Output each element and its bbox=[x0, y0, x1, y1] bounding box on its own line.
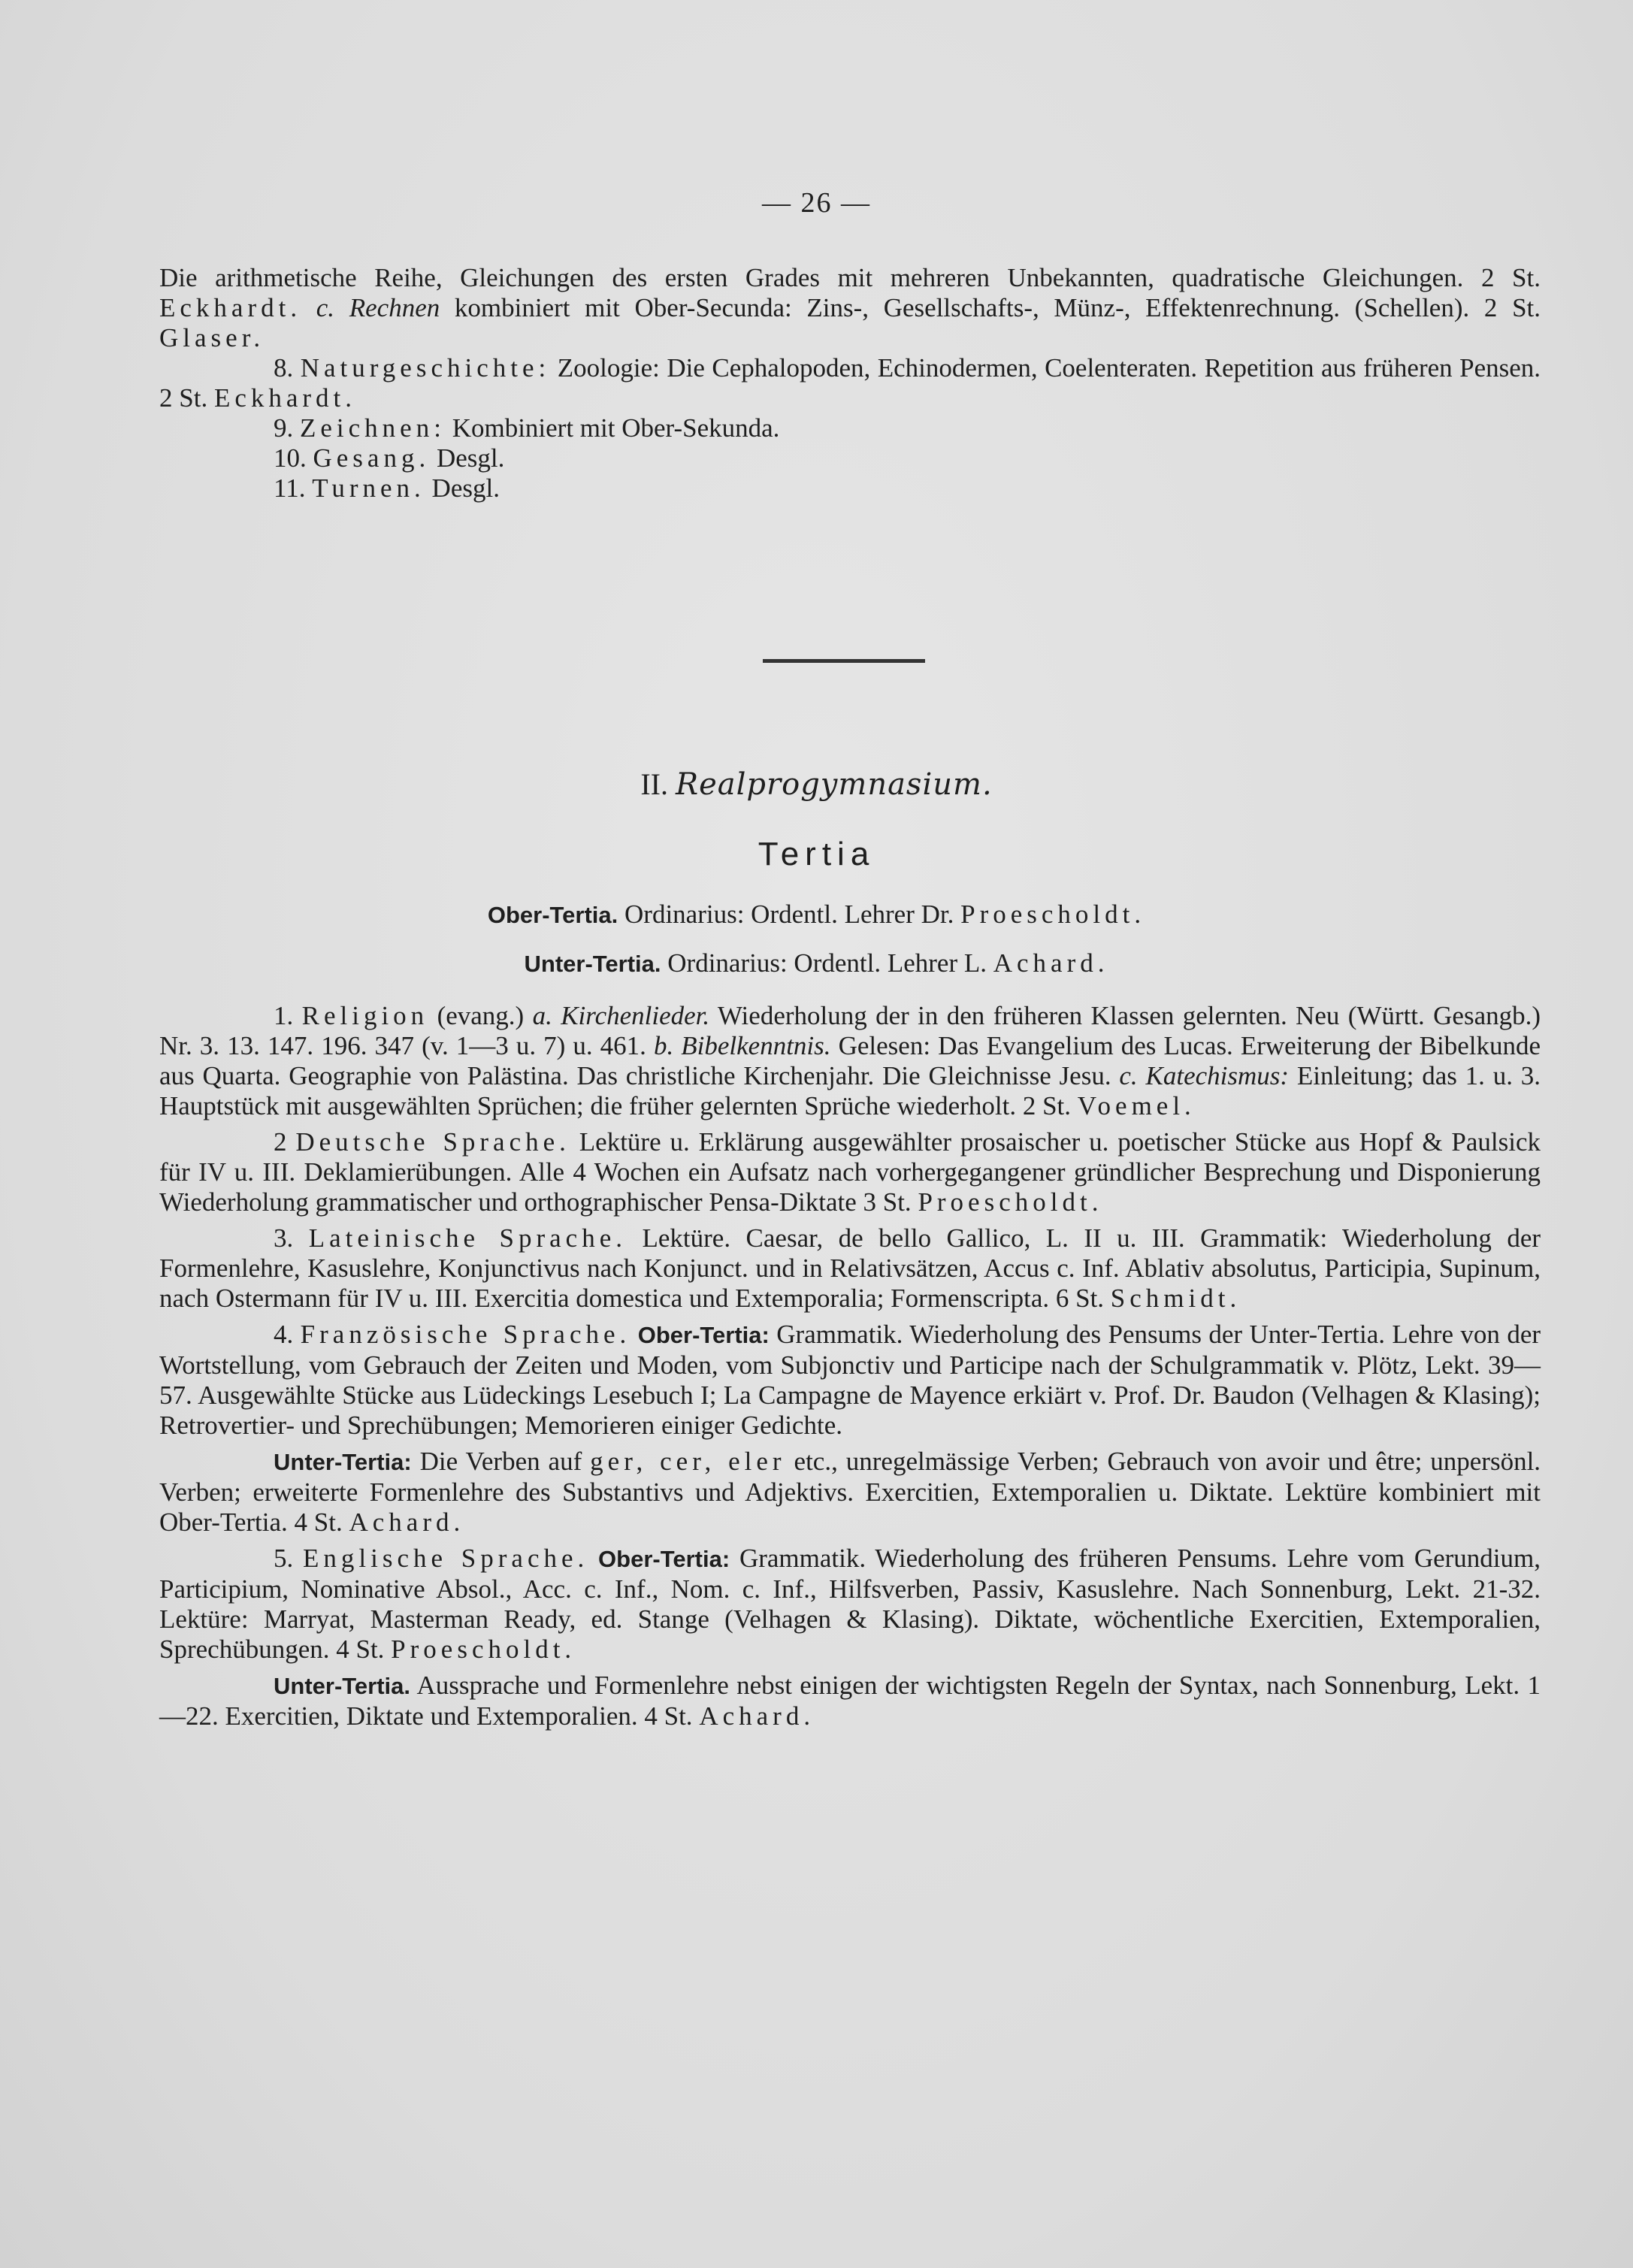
subject-englisch-unter: Unter-Tertia. Aussprache und Formenlehre nebst einigen der wichtigsten Regeln der Syntax, nach Sonnenburg, Lekt. 1—22. Exercitien, Diktate und Extemporalien. 4 St. Achard. bbox=[159, 1671, 1541, 1731]
subject-title: Zeichnen: bbox=[300, 413, 446, 443]
subject-title: Deutsche Sprache. bbox=[295, 1127, 570, 1157]
subject-title: Englische Sprache. bbox=[303, 1544, 589, 1573]
item-gesang: 10. Gesang. Desgl. bbox=[274, 443, 505, 473]
subject-title: Französische Sprache. bbox=[300, 1320, 631, 1349]
ober-tertia-ordinarius: Ober-Tertia. Ordinarius: Ordentl. Lehrer Dr. Proescholdt. bbox=[487, 900, 1146, 929]
item-turnen: 11. Turnen. Desgl. bbox=[274, 473, 500, 503]
subject-franzoesisch: 4. Französische Sprache. Ober-Tertia: Grammatik. Wiederholung des Pensums der Unter-Tertia. Lehre von der Wortstellung, vom Gebrauch der Zeiten und Moden, vom Subjonctiv und Participe nach der Schulgrammatik v. Plötz, Lekt. 39—57. Ausgewählte Stücke aus Lüdeckings Lesebuch I; La Campagne de Mayence erkiärt v. Prof. Dr. Baudon (Velhagen & Klasing); Retrovertier- und Sprechübungen; Memorieren einiger Gedichte. bbox=[159, 1320, 1541, 1440]
subject-title: Gesang. bbox=[313, 443, 431, 473]
class-heading: Tertia bbox=[758, 836, 875, 872]
subject-deutsch: 2 Deutsche Sprache. Lektüre u. Erklärung ausgewählter prosaischer u. poetischer Stücke aus Hopf & Paulsick für IV u. III. Deklamierübungen. Alle 4 Wochen ein Aufsatz nach vorhergegangener gründlicher Besprechung und Disponierung Wiederholung grammatischer und orthographischer Pensa-Diktate 3 St. Proescholdt. bbox=[159, 1127, 1541, 1217]
subject-title: Naturgeschichte: bbox=[300, 353, 551, 383]
subject-religion: 1. Religion (evang.) a. Kirchenlieder. Wiederholung der in den früheren Klassen gelernten. Neu (Württ. Gesangb.) Nr. 3. 13. 147. 196. 347 (v. 1—3 u. 7) u. 461. b. Bibelkenntnis. Gelesen: Das Evangelium des Lucas. Erweiterung der Bibelkunde aus Quarta. Geographie von Palästina. Das christliche Kirchenjahr. Die Gleichnisse Jesu. c. Katechismus: Einleitung; das 1. u. 3. Hauptstück mit ausgewählten Sprüchen; die früher gelernten Sprüche wiederholt. 2 St. Voemel. bbox=[159, 1001, 1541, 1120]
teacher-name: Achard. bbox=[699, 1701, 815, 1731]
teacher-name: Achard. bbox=[993, 948, 1109, 978]
paragraph-math: Die arithmetische Reihe, Gleichungen des ersten Grades mit mehreren Unbekannten, quadratische Gleichungen. 2 St. Eckhardt. c. Rechnen kombiniert mit Ober-Secunda: Zins-, Gesellschafts-, Münz-, Effektenrechnung. (Schellen). 2 St. Glaser. bbox=[159, 263, 1541, 352]
subjects-section bbox=[159, 1001, 1541, 1731]
teacher-name: Eckhardt. bbox=[159, 293, 302, 322]
subject-title: Lateinische Sprache. bbox=[308, 1223, 627, 1253]
subject-englisch: 5. Englische Sprache. Ober-Tertia: Grammatik. Wiederholung des früheren Pensums. Lehre vom Gerundium, Participium, Nominative Absol., Acc. c. Inf., Nom. c. Inf., Hilfsverben, Passiv, Kasuslehre. Nach Sonnenburg, Lekt. 21-32. Lektüre: Marryat, Masterman Ready, ed. Stange (Velhagen & Klasing). Diktate, wöchentliche Exercitien, Extemporalien, Sprechübungen. 4 St. Proescholdt. bbox=[159, 1544, 1541, 1664]
section-title: Realprogymnasium. bbox=[675, 767, 993, 802]
teacher-name: Schmidt. bbox=[1110, 1284, 1241, 1313]
page-number: — 26 — bbox=[762, 187, 871, 219]
section-heading: II. Realprogymnasium. bbox=[640, 767, 993, 802]
item-zeichnen: 9. Zeichnen: Kombiniert mit Ober-Sekunda. bbox=[274, 413, 780, 443]
teacher-name: Eckhardt. bbox=[213, 383, 357, 413]
teacher-name: Proescholdt. bbox=[960, 900, 1146, 929]
unter-tertia-ordinarius: Unter-Tertia. Ordinarius: Ordentl. Lehrer L. Achard. bbox=[524, 948, 1109, 978]
item-naturgeschichte: 8. Naturgeschichte: Zoologie: Die Cephalopoden, Echinodermen, Coelenteraten. Repetition aus früheren Pensen. 2 St. Eckhardt. bbox=[159, 353, 1541, 413]
section-divider bbox=[763, 659, 925, 663]
top-section bbox=[159, 263, 1541, 503]
subject-franzoesisch-unter: Unter-Tertia: Die Verben auf ger, cer, eler etc., unregelmässige Verben; Gebrauch von avoir und être; unpersönl. Verben; erweiterte Formenlehre des Substantivs und Adjektivs. Exercitien, Extemporalien u. Diktate. Lektüre kombiniert mit Ober-Tertia. 4 St. Achard. bbox=[159, 1447, 1541, 1537]
teacher-name: Proescholdt. bbox=[918, 1187, 1103, 1217]
subject-latein: 3. Lateinische Sprache. Lektüre. Caesar, de bello Gallico, L. II u. III. Grammatik: Wiederholung der Formenlehre, Kasuslehre, Konjunctivus nach Konjunct. und in Relativsätzen, Accus c. Inf. Ablativ absolutus, Participia, Supinum, nach Ostermann für IV u. III. Exercitia domestica und Extemporalia; Formenscripta. 6 St. Schmidt. bbox=[159, 1223, 1541, 1313]
teacher-name: Proescholdt. bbox=[391, 1634, 576, 1664]
teacher-name: Achard. bbox=[349, 1507, 465, 1537]
teacher-name: Glaser. bbox=[159, 323, 265, 352]
subject-title: Religion bbox=[301, 1001, 429, 1030]
subject-title: Turnen. bbox=[312, 473, 425, 503]
teacher-name: Voemel. bbox=[1077, 1091, 1196, 1120]
